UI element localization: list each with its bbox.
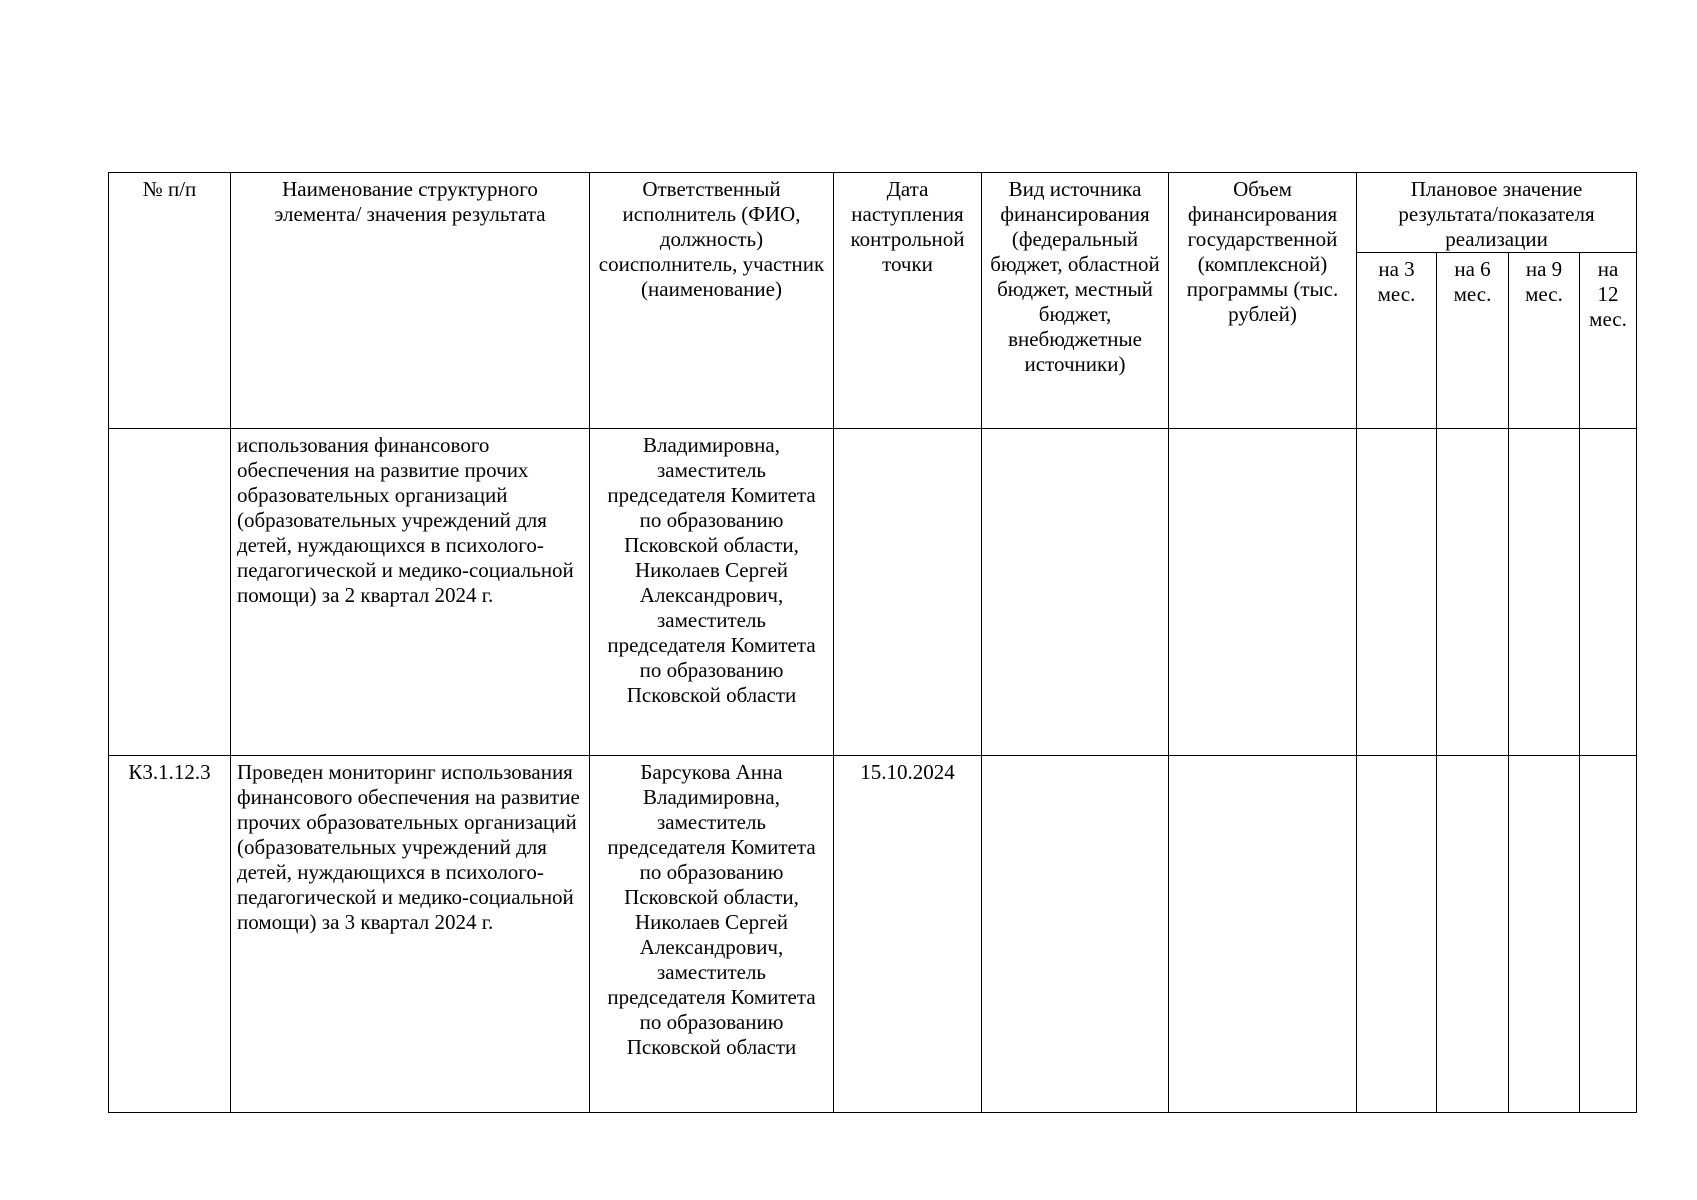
cell-name: использования финансового обеспечения на развитие прочих образовательных организаций (образовательных учреждений для детей, нуждающихся в психолого-педагогической и медико-социальной помощи) за 2 квартал 2024 г. xyxy=(231,429,590,756)
cell-num xyxy=(109,429,231,756)
cell-plan-9 xyxy=(1509,429,1580,756)
table-row xyxy=(109,756,1637,1113)
cell-num: К3.1.12.3 xyxy=(109,756,231,1113)
table-row xyxy=(109,429,1637,756)
header-volume: Объем финансирования государственной (комплексной) программы (тыс. рублей) xyxy=(1169,173,1357,429)
cell-responsible: Барсукова Анна Владимировна, заместитель председателя Комитета по образованию Псковской области, Николаев Сергей Александрович, заместитель председателя Комитета по образованию Псковской области xyxy=(590,756,834,1113)
cell-plan-12 xyxy=(1580,756,1637,1113)
header-plan-6: на 6 мес. xyxy=(1437,253,1509,429)
control-points-table xyxy=(108,172,1637,1113)
header-row-1 xyxy=(109,173,1637,253)
cell-plan-3 xyxy=(1357,756,1437,1113)
header-responsible: Ответственный исполнитель (ФИО, должность) соисполнитель, участник (наименование) xyxy=(590,173,834,429)
cell-plan-6 xyxy=(1437,429,1509,756)
cell-plan-3 xyxy=(1357,429,1437,756)
header-num: № п/п xyxy=(109,173,231,429)
header-plan-9: на 9 мес. xyxy=(1509,253,1580,429)
cell-source xyxy=(982,756,1169,1113)
cell-volume xyxy=(1169,756,1357,1113)
cell-source xyxy=(982,429,1169,756)
cell-volume xyxy=(1169,429,1357,756)
header-plan-12: на 12 мес. xyxy=(1580,253,1637,429)
header-plan-3: на 3 мес. xyxy=(1357,253,1437,429)
header-plan: Плановое значение результата/показателя реализации xyxy=(1357,173,1637,253)
cell-plan-12 xyxy=(1580,429,1637,756)
cell-date xyxy=(834,429,982,756)
cell-responsible: Владимировна, заместитель председателя Комитета по образованию Псковской области, Николаев Сергей Александрович, заместитель председателя Комитета по образованию Псковской области xyxy=(590,429,834,756)
header-source: Вид источника финансирования (федеральный бюджет, областной бюджет, местный бюджет, внебюджетные источники) xyxy=(982,173,1169,429)
header-name: Наименование структурного элемента/ значения результата xyxy=(231,173,590,429)
cell-date: 15.10.2024 xyxy=(834,756,982,1113)
cell-name: Проведен мониторинг использования финансового обеспечения на развитие прочих образовательных организаций (образовательных учреждений для детей, нуждающихся в психолого-педагогической и медико-социальной помощи) за 3 квартал 2024 г. xyxy=(231,756,590,1113)
cell-plan-9 xyxy=(1509,756,1580,1113)
header-date: Дата наступления контрольной точки xyxy=(834,173,982,429)
cell-plan-6 xyxy=(1437,756,1509,1113)
